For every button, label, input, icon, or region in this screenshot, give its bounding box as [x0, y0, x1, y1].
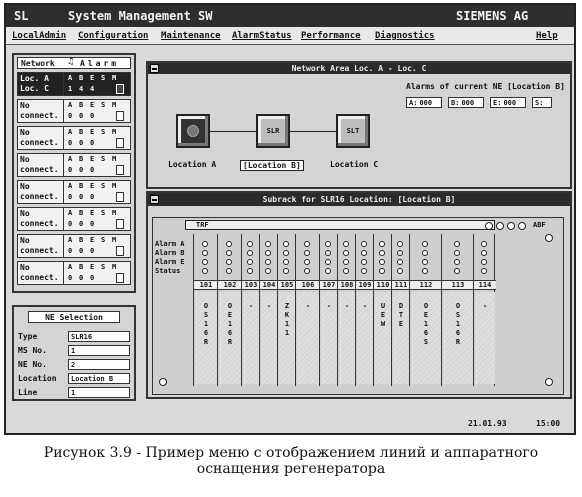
ne-node-label: [Location B] — [240, 160, 304, 171]
slot-number: 108 — [338, 280, 356, 290]
alarm-row[interactable] — [17, 99, 131, 123]
slot-card-label: - — [265, 302, 273, 311]
slot-led — [343, 259, 349, 265]
slot-led — [226, 241, 232, 247]
alarm-row-name-line1: No — [20, 128, 30, 137]
slot-led — [202, 268, 208, 274]
ne-node-type: SLT — [346, 127, 360, 135]
slot-number: 103 — [242, 280, 260, 290]
alarm-count: 0 — [79, 274, 84, 282]
slot-led — [304, 268, 310, 274]
slot-led — [397, 268, 403, 274]
alarm-row-name — [18, 181, 64, 203]
alarm-count: 0 — [68, 247, 73, 255]
ne-field-label: MS No. — [18, 346, 47, 355]
slot-card — [357, 292, 373, 384]
alarm-row-name-line1: No — [20, 263, 30, 272]
ne-field-value[interactable]: 1 — [68, 345, 130, 356]
slot-card — [321, 292, 337, 384]
slot-led — [454, 250, 460, 256]
slot-column[interactable] — [373, 234, 391, 386]
alarm-col-header: S — [101, 182, 106, 190]
alarm-count: 0 — [68, 112, 73, 120]
alarm-col-header: S — [101, 155, 106, 163]
alarm-col-header: A — [68, 236, 73, 244]
alarm-row-name-line2: Loc. C — [20, 84, 49, 93]
slot-column[interactable] — [441, 234, 473, 386]
alarm-col-header: M — [112, 128, 117, 136]
slot-led — [361, 268, 367, 274]
ne-alarm-label: B: — [451, 99, 460, 107]
ne-field-label: NE No. — [18, 360, 47, 369]
alarm-count: 0 — [79, 166, 84, 174]
slot-number: 113 — [442, 280, 474, 290]
slot-led — [247, 241, 253, 247]
alarm-row-name-line2: connect. — [20, 219, 59, 228]
network-header-label: Network — [21, 59, 55, 68]
alarm-col-header: M — [112, 155, 117, 163]
trf-bar — [185, 220, 495, 230]
alarm-col-header: E — [90, 74, 95, 82]
slot-card-label: - — [343, 302, 351, 311]
alarm-col-header: E — [90, 155, 95, 163]
slot-led — [422, 241, 428, 247]
slot-led — [454, 268, 460, 274]
slot-led — [247, 259, 253, 265]
ne-alarm-box — [532, 97, 552, 108]
slot-led — [361, 259, 367, 265]
alarm-row-name-line1: No — [20, 236, 30, 245]
slot-card-label: OS16R — [454, 302, 462, 347]
alarm-count: 0 — [90, 193, 95, 201]
slot-card — [393, 292, 409, 384]
alarm-row-indicator — [116, 273, 124, 283]
slot-card — [443, 292, 473, 384]
alarm-col-header: A — [68, 209, 73, 217]
ne-selection-panel — [12, 305, 136, 401]
slot-column[interactable] — [259, 234, 277, 386]
alarm-row-name-line2: connect. — [20, 138, 59, 147]
alarm-col-header: A — [68, 74, 73, 82]
ne-field-value[interactable]: 2 — [68, 359, 130, 370]
slot-led — [283, 259, 289, 265]
alarm-col-header: M — [112, 101, 117, 109]
slot-card-label: - — [247, 302, 255, 311]
alarm-row-name — [18, 262, 64, 284]
menu-help[interactable]: Help — [536, 31, 558, 41]
rack-frame — [152, 217, 564, 395]
alarm-col-header: S — [101, 74, 106, 82]
alarm-count: 0 — [79, 247, 84, 255]
alarm-col-header: S — [101, 236, 106, 244]
ne-node-label: Location C — [330, 160, 379, 169]
trf-label: TRF — [196, 221, 209, 229]
alarm-col-header: E — [90, 209, 95, 217]
alarm-col-header: S — [101, 209, 106, 217]
slot-number: 104 — [260, 280, 278, 290]
ne-alarm-box — [448, 97, 484, 108]
alarm-count: 0 — [90, 166, 95, 174]
alarm-count: 0 — [68, 220, 73, 228]
alarm-row-name-line1: Loc. A — [20, 74, 49, 83]
slot-led — [247, 268, 253, 274]
alarm-count: 0 — [79, 193, 84, 201]
alarm-header-label: Alarm — [80, 59, 120, 68]
slot-led — [343, 250, 349, 256]
alarm-col-header: S — [101, 128, 106, 136]
alarm-col-header: M — [112, 74, 117, 82]
slot-card — [279, 292, 295, 384]
ne-alarm-label: A: — [409, 99, 418, 107]
abf-led-2 — [496, 222, 504, 230]
slot-column[interactable] — [295, 234, 319, 386]
slot-led — [361, 250, 367, 256]
slot-card-label: ZK11 — [283, 302, 291, 338]
subrack-menu-icon — [152, 199, 157, 201]
alarm-col-header: B — [79, 209, 84, 217]
slot-card — [475, 292, 495, 384]
slot-card-label: DTE — [397, 302, 405, 329]
menu-configuration[interactable]: Configuration — [78, 31, 149, 41]
slot-card — [243, 292, 259, 384]
alarm-row-indicator — [116, 246, 124, 256]
slot-card-label: OE16S — [422, 302, 430, 347]
slot-led — [304, 259, 310, 265]
alarm-col-header: B — [79, 263, 84, 271]
slot-number: 101 — [194, 280, 218, 290]
alarm-row-name-line2: connect. — [20, 165, 59, 174]
alarm-col-header: B — [79, 155, 84, 163]
subrack-row-label: Alarm B — [155, 249, 185, 257]
slot-led — [481, 268, 487, 274]
slot-led — [325, 259, 331, 265]
network-area-title: Network Area Loc. A - Loc. C — [291, 64, 427, 73]
ne-field-value[interactable]: SLR16 — [68, 331, 130, 342]
slot-column[interactable] — [217, 234, 241, 386]
subrack-titlebar — [148, 193, 570, 206]
slot-led — [422, 250, 428, 256]
slot-card — [219, 292, 241, 384]
ne-alarm-value: 000 — [503, 99, 517, 107]
window-menu-icon — [152, 68, 157, 70]
slot-card-label: OE16R — [226, 302, 234, 347]
slot-led — [226, 259, 232, 265]
alarm-row[interactable] — [17, 261, 131, 285]
alarm-col-header: B — [79, 236, 84, 244]
status-time: 15:00 — [536, 419, 561, 428]
alarm-col-header: S — [101, 263, 106, 271]
alarm-count: 0 — [90, 274, 95, 282]
alarm-row-name — [18, 208, 64, 230]
note-icon: ♫ — [68, 57, 74, 67]
current-ne-alarms-title: Alarms of current NE [Location B] — [406, 82, 565, 91]
slot-card-label: - — [361, 302, 369, 311]
alarm-col-header: A — [68, 263, 73, 271]
app-title: System Management SW — [68, 9, 213, 23]
alarm-col-header: M — [112, 263, 117, 271]
rack-screw-bottom-left — [159, 378, 167, 386]
slot-number: 109 — [356, 280, 374, 290]
menu-diagnostics[interactable]: Diagnostics — [375, 31, 435, 41]
slot-card — [297, 292, 319, 384]
slot-number: 102 — [218, 280, 242, 290]
slot-led — [361, 241, 367, 247]
alarm-count: 0 — [68, 139, 73, 147]
slot-card-label: OS16R — [202, 302, 210, 347]
ne-alarm-label: E: — [493, 99, 502, 107]
alarm-col-header: A — [68, 101, 73, 109]
ne-field-label: Type — [18, 332, 38, 341]
ne-selection-title: NE Selection — [28, 311, 120, 323]
slot-led — [265, 259, 271, 265]
slot-number: 110 — [374, 280, 392, 290]
slot-led — [283, 268, 289, 274]
ne-node-burst-icon — [187, 125, 199, 137]
abf-led-3 — [507, 222, 515, 230]
slot-led — [379, 250, 385, 256]
caption-line-2: оснащения регенератора — [196, 461, 386, 477]
slot-led — [397, 250, 403, 256]
slot-number: 106 — [296, 280, 320, 290]
figure-caption — [0, 445, 582, 477]
alarm-row-name-line2: connect. — [20, 246, 59, 255]
alarm-row[interactable] — [17, 207, 131, 231]
ne-alarm-box — [490, 97, 526, 108]
alarm-row-name — [18, 73, 64, 95]
menu-bar — [6, 27, 574, 45]
alarm-col-header: M — [112, 182, 117, 190]
slot-column[interactable] — [355, 234, 373, 386]
alarm-col-header: E — [90, 101, 95, 109]
menu-alarmstatus[interactable]: AlarmStatus — [232, 31, 292, 41]
ne-field-label: Line — [18, 388, 38, 397]
rack-screw-top — [545, 234, 553, 242]
ne-node-2[interactable] — [336, 114, 370, 148]
slot-led — [283, 250, 289, 256]
app-window — [4, 3, 576, 435]
slot-led — [304, 250, 310, 256]
alarm-row-indicator — [116, 111, 124, 121]
slot-card — [375, 292, 391, 384]
slot-led — [379, 268, 385, 274]
slot-card — [195, 292, 217, 384]
ne-node-type: SLR — [266, 127, 280, 135]
alarm-col-header: E — [90, 128, 95, 136]
abf-label: ABF — [533, 221, 546, 229]
alarm-row-name — [18, 100, 64, 122]
slot-led — [325, 250, 331, 256]
slot-led — [343, 268, 349, 274]
alarm-row-indicator — [116, 138, 124, 148]
alarm-col-header: A — [68, 182, 73, 190]
slot-led — [265, 250, 271, 256]
alarm-count: 0 — [79, 112, 84, 120]
slot-number: 107 — [320, 280, 338, 290]
alarm-count: 0 — [79, 139, 84, 147]
ne-alarm-box — [406, 97, 442, 108]
ne-field-value[interactable]: Location B — [68, 373, 130, 384]
alarm-col-header: B — [79, 101, 84, 109]
slot-column[interactable] — [409, 234, 441, 386]
slot-led — [422, 268, 428, 274]
slot-led — [481, 259, 487, 265]
alarm-count: 0 — [68, 166, 73, 174]
menu-maintenance[interactable]: Maintenance — [161, 31, 221, 41]
slot-led — [226, 250, 232, 256]
alarm-count: 0 — [79, 220, 84, 228]
alarm-count: 0 — [90, 220, 95, 228]
slot-led — [283, 241, 289, 247]
slot-number: 111 — [392, 280, 410, 290]
slot-led — [304, 241, 310, 247]
alarm-col-header: B — [79, 74, 84, 82]
alarm-row-selected[interactable] — [17, 72, 131, 96]
alarm-row-name — [18, 235, 64, 257]
ne-field-value[interactable]: 1 — [68, 387, 130, 398]
ne-node-0[interactable] — [176, 114, 210, 148]
slot-column[interactable] — [473, 234, 495, 386]
slot-led — [397, 259, 403, 265]
window-menu-button[interactable] — [150, 64, 159, 73]
alarm-row-name-line2: connect. — [20, 192, 59, 201]
slot-number: 114 — [474, 280, 496, 290]
alarm-col-header: M — [112, 236, 117, 244]
ne-field-label: Location — [18, 374, 57, 383]
slot-card — [339, 292, 355, 384]
subrack-title: Subrack for SLR16 Location: [Location B] — [262, 195, 456, 204]
alarm-row-indicator — [116, 165, 124, 175]
slot-led — [202, 241, 208, 247]
alarm-row-name-line1: No — [20, 182, 30, 191]
abf-indicators — [485, 222, 526, 230]
slot-card-label: UEW — [379, 302, 387, 329]
slot-led — [202, 259, 208, 265]
ne-node-1[interactable] — [256, 114, 290, 148]
alarm-row-name-line2: connect. — [20, 273, 59, 282]
slot-led — [247, 250, 253, 256]
app-code: SL — [14, 9, 29, 23]
alarm-count: 0 — [68, 274, 73, 282]
ne-alarm-value: 000 — [419, 99, 433, 107]
title-bar — [6, 5, 574, 27]
status-date: 21.01.93 — [468, 419, 507, 428]
alarm-row-indicator — [116, 192, 124, 202]
alarm-col-header: A — [68, 128, 73, 136]
alarm-count: 0 — [90, 112, 95, 120]
abf-led-1 — [485, 222, 493, 230]
alarm-list-header — [17, 57, 131, 69]
ne-alarm-value: 000 — [461, 99, 475, 107]
alarm-col-header: A — [68, 155, 73, 163]
slot-column[interactable] — [241, 234, 259, 386]
slot-led — [481, 241, 487, 247]
network-area-window — [146, 61, 572, 189]
menu-performance[interactable]: Performance — [301, 31, 361, 41]
slot-led — [454, 259, 460, 265]
slot-card-label: - — [304, 302, 312, 311]
network-area-titlebar — [148, 63, 570, 74]
alarm-col-header: E — [90, 182, 95, 190]
alarm-count: 4 — [90, 85, 95, 93]
slot-led — [325, 241, 331, 247]
alarm-row-name-line2: connect. — [20, 111, 59, 120]
alarm-count: 4 — [79, 85, 84, 93]
alarm-count: 1 — [68, 85, 73, 93]
slot-card — [411, 292, 441, 384]
alarm-count: 0 — [90, 247, 95, 255]
slot-led — [454, 241, 460, 247]
alarm-row-indicator — [116, 219, 124, 229]
alarm-count: 0 — [68, 193, 73, 201]
alarm-row-name-line1: No — [20, 101, 30, 110]
rack-screw-bottom-right — [545, 378, 553, 386]
slot-column[interactable] — [193, 234, 217, 386]
subrack-row-label: Status — [155, 267, 181, 275]
ne-alarm-label: S: — [535, 99, 544, 107]
slot-led — [481, 250, 487, 256]
slot-led — [265, 241, 271, 247]
slot-led — [379, 241, 385, 247]
slot-number: 105 — [278, 280, 296, 290]
slot-column[interactable] — [319, 234, 337, 386]
alarm-row[interactable] — [17, 234, 131, 258]
slot-led — [265, 268, 271, 274]
alarm-row[interactable] — [17, 180, 131, 204]
slot-led — [422, 259, 428, 265]
menu-localadmin[interactable]: LocalAdmin — [12, 31, 67, 41]
slot-column[interactable] — [337, 234, 355, 386]
alarm-col-header: S — [101, 101, 106, 109]
slot-led — [325, 268, 331, 274]
alarm-row-name-line1: No — [20, 155, 30, 164]
alarm-col-header: E — [90, 263, 95, 271]
network-alarm-panel — [12, 53, 136, 293]
slot-led — [226, 268, 232, 274]
slot-number: 112 — [410, 280, 442, 290]
subrack-window — [146, 191, 572, 399]
slot-led — [379, 259, 385, 265]
slot-led — [343, 241, 349, 247]
slot-column[interactable] — [391, 234, 409, 386]
slot-card-label: - — [325, 302, 333, 311]
ne-node-label: Location A — [168, 160, 217, 169]
alarm-row-name — [18, 127, 64, 149]
subrack-menu-button[interactable] — [150, 195, 159, 204]
caption-line-1: Рисунок 3.9 - Пример меню с отображением линий и аппаратного — [43, 445, 539, 461]
alarm-col-header: E — [90, 236, 95, 244]
subrack-row-label: Alarm E — [155, 258, 185, 266]
alarm-count: 0 — [90, 139, 95, 147]
slot-led — [397, 241, 403, 247]
vendor-label: SIEMENS AG — [456, 9, 529, 23]
slot-card — [261, 292, 277, 384]
subrack-row-label: Alarm A — [155, 240, 185, 248]
slot-led — [202, 250, 208, 256]
alarm-row[interactable] — [17, 126, 131, 150]
alarm-col-header: M — [112, 209, 117, 217]
slot-card-label: - — [481, 302, 489, 311]
alarm-col-header: B — [79, 128, 84, 136]
alarm-row-indicator — [116, 84, 124, 94]
alarm-row[interactable] — [17, 153, 131, 177]
alarm-row-name — [18, 154, 64, 176]
alarm-row-name-line1: No — [20, 209, 30, 218]
slot-column[interactable] — [277, 234, 295, 386]
abf-led-4 — [518, 222, 526, 230]
alarm-col-header: B — [79, 182, 84, 190]
